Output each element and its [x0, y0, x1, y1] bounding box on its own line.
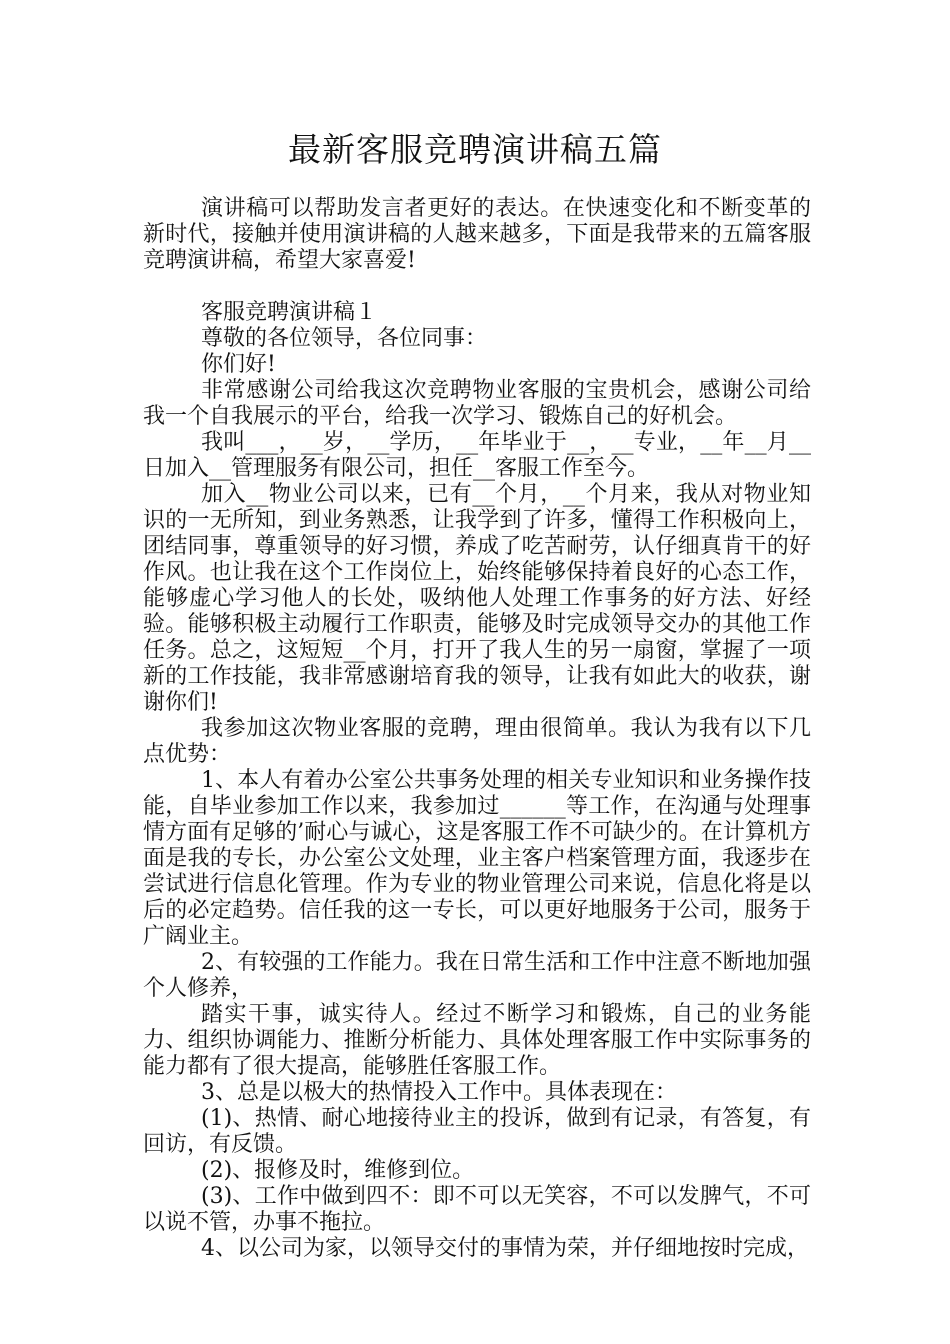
paragraph: 加入__物业公司以来，已有__个月，__个月来，我从对物业知识的一无所知，到业务熟悉，让我学到了许多，懂得工作积极向上，团结同事，尊重领导的好习惯，养成了吃苦耐劳，认仔细真肯干的好作风。也让我在这个工作岗位上，始终能够保持着良好的心态工作，能够虚心学习他人的长处，吸纳他人处理工作事务的好方法、好经验。能够积极主动履行工作职责，能够及时完成领导交办的其他工作任务。总之，这短短__个月，打开了我人生的另一扇窗，掌握了一项新的工作技能，我非常感谢培育我的领导，让我有如此大的收获，谢谢你们!: [143, 482, 811, 715]
list-item: 1、本人有着办公室公共事务处理的相关专业知识和业务操作技能，自毕业参加工作以来，我参加过______等工作，在沟通与处理事情方面有足够的’耐心与诚心，这是客服工作不可缺少的。在计算机方面是我的专长，办公室公文处理，业主客户档案管理方面，我逐步在尝试进行信息化管理。作为专业的物业管理公司来说，信息化将是以后的必定趋势。信任我的这一专长，可以更好地服务于公司，服务于广阔业主。: [143, 768, 811, 949]
sub-list-item: (1)、热情、耐心地接待业主的投诉，做到有记录，有答复，有回访，有反馈。: [143, 1106, 811, 1157]
paragraph: 非常感谢公司给我这次竞聘物业客服的宝贵机会，感谢公司给我一个自我展示的平台，给我一次学习、锻炼自己的好机会。: [143, 378, 811, 429]
section-heading: 客服竞聘演讲稿１: [201, 300, 378, 325]
sub-list-item: (3)、工作中做到四不：即不可以无笑容，不可以发脾气，不可以说不管，办事不拖拉。: [143, 1184, 811, 1235]
document-body: [143, 196, 811, 1262]
paragraph: 我参加这次物业客服的竞聘，理由很简单。我认为我有以下几点优势：: [143, 716, 811, 767]
document-title: 最新客服竞聘演讲稿五篇: [288, 130, 662, 169]
greeting: 你们好!: [201, 352, 276, 377]
sub-list-item: (2)、报修及时，维修到位。: [201, 1158, 475, 1183]
intro-paragraph: 演讲稿可以帮助发言者更好的表达。在快速变化和不断变革的新时代，接触并使用演讲稿的人越来越多，下面是我带来的五篇客服竞聘演讲稿，希望大家喜爱!: [143, 196, 811, 273]
list-item: 2、有较强的工作能力。我在日常生活和工作中注意不断地加强个人修养，: [143, 950, 811, 1001]
list-item: 4、以公司为家，以领导交付的事情为荣，并仔细地按时完成，: [201, 1236, 809, 1261]
paragraph: 我叫___，__岁，__学历，__年毕业于__，__专业，__年__月__日加入__管理服务有限公司，担任__客服工作至今。: [143, 430, 811, 481]
paragraph: 踏实干事，诚实待人。经过不断学习和锻炼，自己的业务能力、组织协调能力、推断分析能力、具体处理客服工作中实际事务的能力都有了很大提高，能够胜任客服工作。: [143, 1002, 811, 1079]
list-item: 3、总是以极大的热情投入工作中。具体表现在：: [201, 1080, 677, 1105]
salutation: 尊敬的各位领导，各位同事：: [201, 326, 488, 351]
